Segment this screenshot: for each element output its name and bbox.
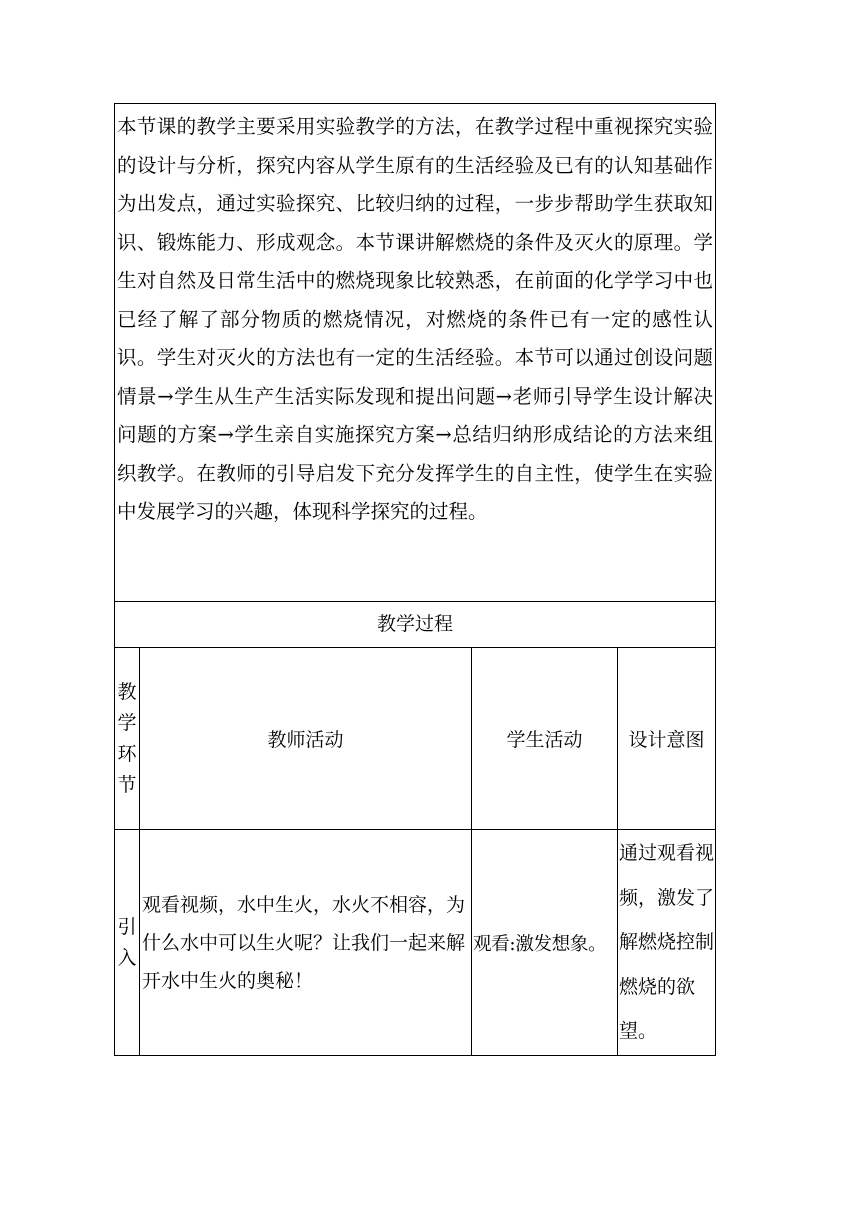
header-stage-char: 教 [117, 680, 137, 703]
row-stage [115, 830, 140, 1055]
lesson-plan-table [114, 103, 716, 1056]
header-student-activity: 学生活动 [472, 648, 618, 830]
table-header-row [115, 648, 715, 830]
row-student-cell [472, 830, 618, 1055]
header-stage-char: 环 [117, 742, 137, 765]
section-title: 教学过程 [115, 602, 715, 648]
row-teacher-cell [140, 830, 472, 1055]
row-teacher-activity: 观看视频，水中生火，水火不相容，为什么水中可以生火呢？让我们一起来解开水中生火的奥秘！ [142, 893, 466, 992]
table-row [115, 830, 715, 1055]
row-stage-char: 引 [117, 915, 137, 938]
row-student-activity: 观看:激发想象。 [473, 933, 607, 955]
row-design-cell [618, 830, 715, 1055]
header-teacher-activity: 教师活动 [140, 648, 472, 830]
row-design-intent: 通过观看视频，激发了解燃烧控制燃烧的欲望。 [619, 842, 715, 1043]
header-stage [115, 648, 140, 830]
header-design-intent: 设计意图 [618, 648, 715, 830]
intro-paragraph: 本节课的教学主要采用实验教学的方法，在教学过程中重视探究实验的设计与分析，探究内容从学生原有的生活经验及已有的认知基础作为出发点，通过实验探究、比较归纳的过程，一步步帮助学生获取知识、锻炼能力、形成观念。本节课讲解燃烧的条件及灭火的原理。学生对自然及日常生活中的燃烧现象比较熟悉，在前面的化学学习中也已经了解了部分物质的燃烧情况，对燃烧的条件已有一定的感性认识。学生对灭火的方法也有一定的生活经验。本节可以通过创设问题情景→学生从生产生活实际发现和提出问题→老师引导学生设计解决问题的方案→学生亲自实施探究方案→总结归纳形成结论的方法来组织教学。在教师的引导启发下充分发挥学生的自主性，使学生在实验中发展学习的兴趣，体现科学探究的过程。 [115, 104, 715, 602]
row-stage-char: 入 [117, 946, 137, 969]
header-stage-char: 节 [117, 773, 137, 796]
header-stage-char: 学 [117, 711, 137, 734]
